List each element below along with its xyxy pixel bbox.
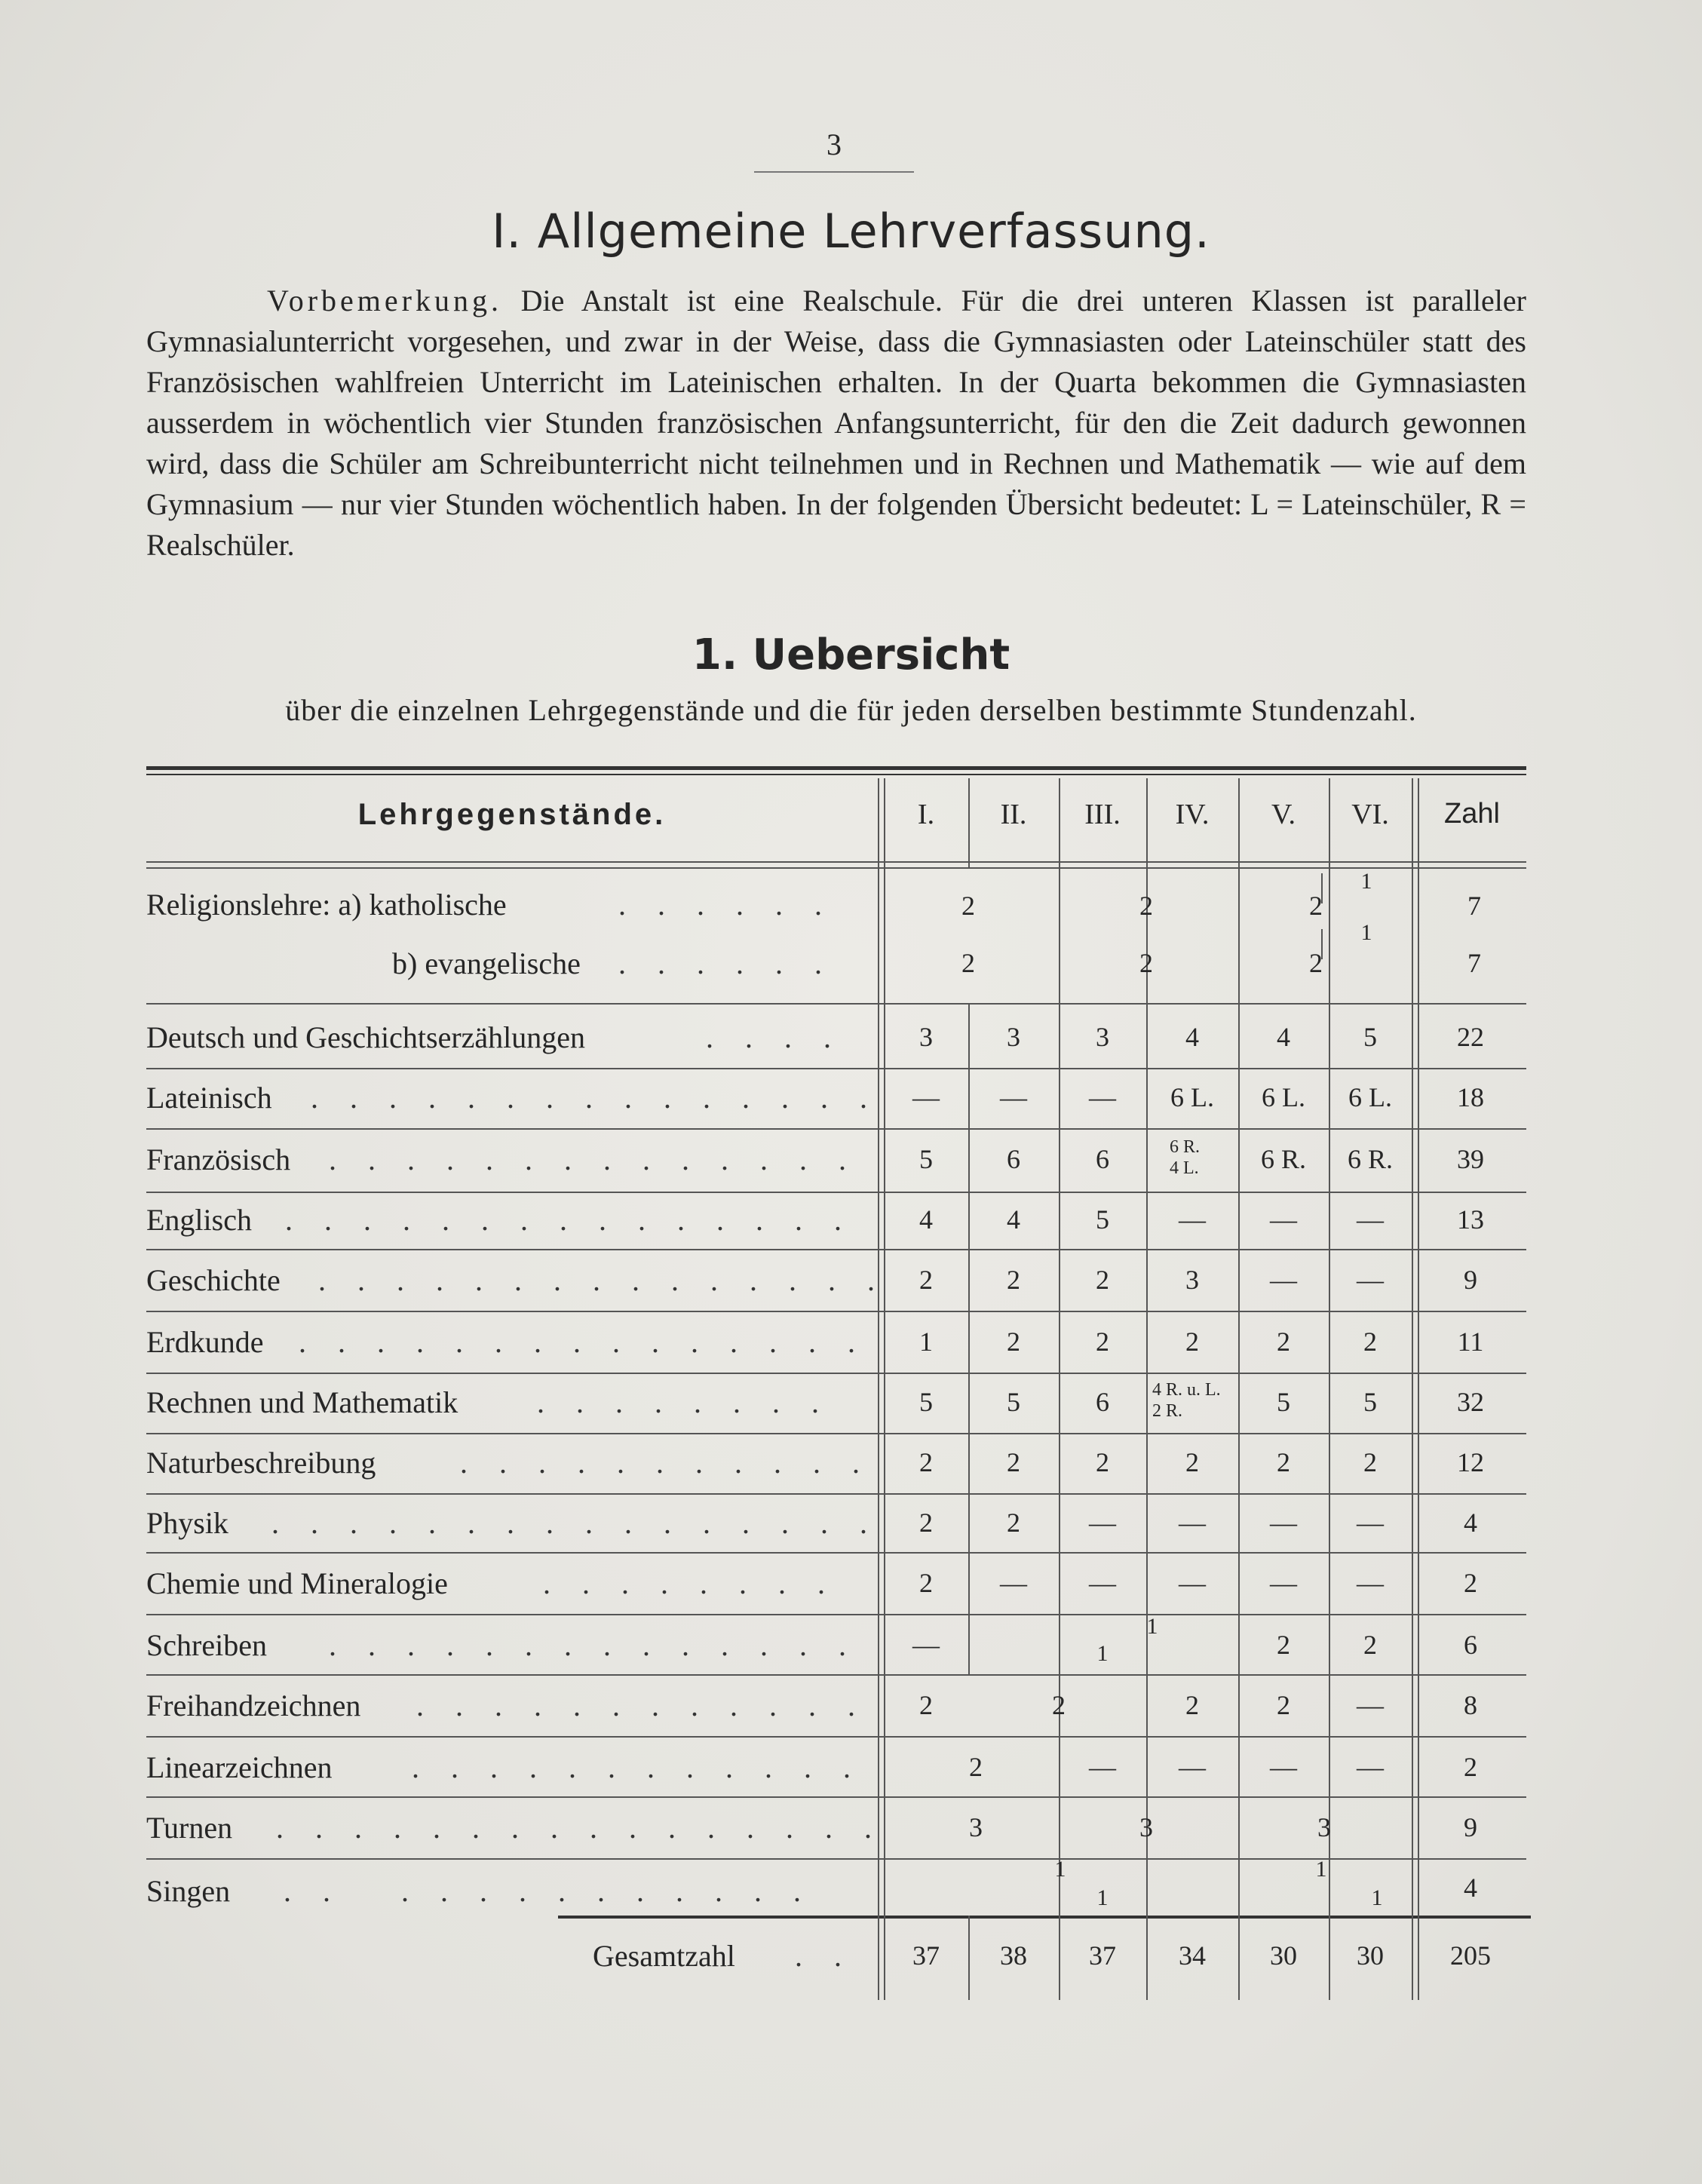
cell: 1	[1054, 1857, 1066, 1882]
cell: 6	[1464, 1630, 1477, 1660]
cell: —	[1179, 1508, 1206, 1538]
cell: 6 R.	[1347, 1144, 1393, 1174]
cell: 6	[1007, 1144, 1020, 1174]
cell: 2	[961, 948, 975, 978]
cell: —	[1179, 1568, 1206, 1598]
cell: 12	[1457, 1447, 1484, 1477]
cell: 6	[1096, 1144, 1109, 1174]
cell: 2	[919, 1508, 933, 1538]
cell: 4	[1277, 1022, 1290, 1052]
cell: —	[1357, 1204, 1384, 1235]
cell: 3	[1185, 1265, 1199, 1295]
cell: 3	[1096, 1022, 1109, 1052]
cell: 2	[1277, 1690, 1290, 1720]
intro-text: Die Anstalt ist eine Realschule. Für die drei unteren Klassen ist paralleler Gymnasialunterricht vorgesehen, und zwar in der Weise, dass die Gymnasiasten oder Lateinschüler statt des Französischen wahlfreien Unterricht im Lateinischen erhalten. In der Quarta bekommen die Gymnasiasten ausserdem in wöchentlich vier Stunden französischen Anfangsunterricht, für den die Zeit dadurch gewonnen wird, dass die Schüler am Schreibunterricht nicht teilnehmen und in Rechnen und Mathematik — wie auf dem Gymnasium — nur vier Stunden wöchentlich haben. In der folgenden Übersicht bedeutet: L = Lateinschüler, R = Realschüler.	[146, 284, 1526, 562]
cell: 2 R.	[1152, 1401, 1183, 1421]
table-top-rule-2	[146, 774, 1526, 775]
cell: 4	[1185, 1022, 1199, 1052]
cell: 11	[1457, 1327, 1484, 1357]
header-class-5: V.	[1271, 799, 1296, 830]
total-cell: 38	[1000, 1940, 1027, 1971]
row-label-freihand: Freihandzeichnen	[146, 1689, 361, 1722]
row-label-turnen: Turnen	[146, 1811, 233, 1845]
cell: —	[1000, 1082, 1027, 1112]
cell: 2	[1185, 1447, 1199, 1477]
cell: —	[1089, 1508, 1116, 1538]
total-rule	[558, 1916, 1531, 1919]
cell: 2	[1139, 948, 1153, 978]
cell: 2	[1363, 1630, 1377, 1660]
total-label: Gesamtzahl	[593, 1939, 735, 1973]
cell: 2	[969, 1752, 983, 1782]
cell: 8	[1464, 1690, 1477, 1720]
header-subject: Lehrgegenstände.	[357, 798, 667, 831]
cell: 2	[1096, 1447, 1109, 1477]
row-label-rechnen: Rechnen und Mathematik	[146, 1385, 458, 1419]
cell: 5	[919, 1387, 933, 1417]
cell: 5	[919, 1144, 933, 1174]
cell: 2	[1464, 1568, 1477, 1598]
cell: 1	[1315, 1857, 1327, 1882]
cell: 9	[1464, 1812, 1477, 1842]
header-class-6: VI.	[1351, 799, 1389, 830]
cell: 2	[1007, 1508, 1020, 1538]
row-label-deutsch: Deutsch und Geschichtserzählungen	[146, 1020, 586, 1054]
cell: 2	[1309, 948, 1323, 978]
cell: 2	[919, 1265, 933, 1295]
cell: 2	[1096, 1327, 1109, 1357]
total-cell: 30	[1270, 1940, 1297, 1971]
cell: 6 L.	[1170, 1082, 1214, 1112]
cell: 4	[1007, 1204, 1020, 1235]
cell: 1	[1360, 920, 1372, 945]
cell: —	[1270, 1204, 1297, 1235]
row-label-latein: Lateinisch	[146, 1081, 272, 1115]
row-label-linear: Linearzeichnen	[146, 1750, 333, 1784]
cell: 2	[1185, 1690, 1199, 1720]
cell: 3	[1007, 1022, 1020, 1052]
cell: 1	[1371, 1885, 1383, 1910]
section-subtitle: über die einzelnen Lehrgegenstände und die für jeden derselben bestimmte Stundenzahl.	[285, 693, 1417, 727]
cell: 1	[1360, 869, 1372, 894]
cell: 22	[1457, 1022, 1484, 1052]
cell: —	[1357, 1568, 1384, 1598]
total-cell: 30	[1357, 1940, 1384, 1971]
cell: 1	[1146, 1614, 1158, 1639]
cell: —	[1357, 1752, 1384, 1782]
cell: —	[1270, 1568, 1297, 1598]
cell: 2	[1052, 1690, 1066, 1720]
table-top-rule	[146, 766, 1526, 770]
header-class-2: II.	[1000, 799, 1027, 830]
row-label-erdkunde: Erdkunde	[146, 1325, 264, 1359]
cell: 4	[919, 1204, 933, 1235]
cell: 18	[1457, 1082, 1484, 1112]
header-class-3: III.	[1084, 799, 1121, 830]
cell: 3	[969, 1812, 983, 1842]
row-label-franz: Französisch	[146, 1143, 291, 1176]
row-label-singen: Singen	[146, 1874, 231, 1908]
cell: 4 L.	[1170, 1158, 1199, 1178]
cell: 2	[961, 891, 975, 921]
cell: —	[912, 1630, 940, 1660]
row-label-natur: Naturbeschreibung	[146, 1446, 376, 1480]
cell: 2	[1096, 1265, 1109, 1295]
header-total: Zahl	[1444, 798, 1500, 830]
cell: 32	[1457, 1387, 1484, 1417]
cell: 1	[1096, 1885, 1109, 1910]
cell: 2	[1007, 1447, 1020, 1477]
header-rule	[146, 861, 1526, 863]
cell: 2	[919, 1568, 933, 1598]
cell: 6	[1096, 1387, 1109, 1417]
intro-paragraph	[146, 281, 1526, 566]
cell: 5	[1363, 1022, 1377, 1052]
cell: 2	[1139, 891, 1153, 921]
row-label-physik: Physik	[146, 1506, 228, 1540]
document-page: 3 I. Allgemeine Lehrverfassung. Vorbemerkung. Die Anstalt ist eine Realschule. Für die drei unteren Klassen ist paralleler Gymnasialunterricht vorgesehen, und zwar in der Weise, dass die Gymnasiasten oder Lateinschüler statt des Französischen wahlfreien Unterricht im Lateinischen erhalten. In der Quarta bekommen die Gymnasiasten ausserdem in wöchentlich vier Stunden französischen Anfangsunterricht, für den die Zeit dadurch gewonnen wird, dass die Schüler am Schreibunterricht nicht teilnehmen und in Rechnen und Mathematik — wie auf dem Gymnasium — nur vier Stunden wöchentlich haben. In der folgenden Übersicht bedeutet: L = Lateinschüler, R = Realschüler. 1. Uebersicht über die einzelnen Lehrgegenstände und die für jeden derselben bestimmte Stundenzahl. Lehrgegenstände. I. II. III. IV. V. VI. Zahl Religionslehre: a) katholische . . . . . . b) evangelische . . . . . . 2 2 2 1 7 2 2 2 1 7 Deutsch und Geschichtserzählungen . . . . 3 3 3 4 4 5 22 Lateinisch . . . . . . . . . . . . . . . — — — 6 L. 6 L. 6 L. 18 Französisch . . . . . . . . . . . . . . 5 6 6 6 R. 4 L. 6 R. 6 R. 39 Englisch . . . . . . . . . . . . . . . 4 4 5 — — — 13 Geschichte . . . . . . . . . . . . . . . 2 2 2 3 — — 9 Erdkunde . . . . . . . . . . . . . . . 1 2 2 2 2 2 11 Rechnen und Mathematik . . . . . . . . 5 5 6 4 R. u. L. 2 R. 5 5 32 Naturbeschreibung . . . . . . . . . . . 2 2 2 2 2 2 12 Physik . . . . . . . . . . . . . . . . 2 2 — — — — 4 Chemie und Mineralogie . . . . . . . . 2 — — — — — 2 Schreiben . . . . . . . . . . . . . . — 1 1 2 2 6 Freihandzeichnen . . . . . . . . . . . . 2 2 2 2 — 8 Linearzeichnen . . . . . . . . . . . . 2 — — — — 2 Turnen . . . . . . . . . . . . . . . . 3 3 3 9 Singen . . . . . . . . . . . . . 1 1 1 1 4 Gesamtzahl . . 37 38 37 34 30 30 205	[0, 0, 1702, 2184]
cell: 39	[1457, 1144, 1484, 1174]
cell: 4	[1464, 1508, 1477, 1538]
cell: —	[1270, 1265, 1297, 1295]
cell: 5	[1096, 1204, 1109, 1235]
cell: —	[1000, 1568, 1027, 1598]
cell: 2	[919, 1447, 933, 1477]
cell: —	[1270, 1508, 1297, 1538]
cell: 6 R.	[1170, 1137, 1201, 1157]
cell: —	[1357, 1265, 1384, 1295]
cell: —	[1089, 1752, 1116, 1782]
cell: 2	[919, 1690, 933, 1720]
cell: 13	[1457, 1204, 1484, 1235]
row-label-englisch: Englisch	[146, 1203, 252, 1237]
cell: 2	[1185, 1327, 1199, 1357]
cell: 2	[1277, 1630, 1290, 1660]
cell: 2	[1277, 1327, 1290, 1357]
header-class-1: I.	[917, 799, 935, 830]
cell: 4	[1464, 1873, 1477, 1903]
cell: 6 R.	[1260, 1144, 1306, 1174]
page-number: 3	[754, 127, 914, 173]
cell: —	[912, 1082, 940, 1112]
cell: —	[1270, 1752, 1297, 1782]
cell: 5	[1007, 1387, 1020, 1417]
cell: 2	[1309, 891, 1323, 921]
row-label-chemie: Chemie und Mineralogie	[146, 1566, 448, 1600]
cell: 2	[1363, 1447, 1377, 1477]
cell: —	[1357, 1690, 1384, 1720]
cell: —	[1089, 1568, 1116, 1598]
header-class-4: IV.	[1175, 799, 1210, 830]
cell: 3	[1139, 1812, 1153, 1842]
cell: 7	[1467, 891, 1481, 921]
cell: 6 L.	[1348, 1082, 1392, 1112]
header-rule-2	[146, 867, 1526, 869]
cell: 7	[1467, 948, 1481, 978]
total-cell: 37	[912, 1940, 940, 1971]
cell: 5	[1277, 1387, 1290, 1417]
cell: —	[1179, 1752, 1206, 1782]
row-label-geschichte: Geschichte	[146, 1263, 281, 1297]
cell: 4 R. u. L.	[1152, 1380, 1221, 1400]
section-title: 1. Uebersicht	[692, 630, 1010, 679]
row-label-religion-ev: b) evangelische	[392, 946, 581, 980]
cell: 2	[1007, 1327, 1020, 1357]
cell: 2	[1007, 1265, 1020, 1295]
cell: 9	[1464, 1265, 1477, 1295]
row-label-religion-kath: Religionslehre: a) katholische	[146, 888, 507, 922]
cell: 3	[919, 1022, 933, 1052]
total-cell: 37	[1089, 1940, 1116, 1971]
intro-label: Vorbemerkung.	[267, 284, 502, 317]
cell: 2	[1464, 1752, 1477, 1782]
row-label-schreiben: Schreiben	[146, 1628, 267, 1662]
total-cell: 205	[1450, 1940, 1491, 1971]
total-cell: 34	[1179, 1940, 1206, 1971]
cell: 3	[1317, 1812, 1331, 1842]
cell: 2	[1363, 1327, 1377, 1357]
cell: 1	[1096, 1641, 1109, 1666]
cell: —	[1089, 1082, 1116, 1112]
main-title: I. Allgemeine Lehrverfassung.	[492, 204, 1210, 259]
cell: 5	[1363, 1387, 1377, 1417]
cell: —	[1179, 1204, 1206, 1235]
cell: 1	[919, 1327, 933, 1357]
cell: —	[1357, 1508, 1384, 1538]
cell: 6 L.	[1262, 1082, 1305, 1112]
cell: 2	[1277, 1447, 1290, 1477]
